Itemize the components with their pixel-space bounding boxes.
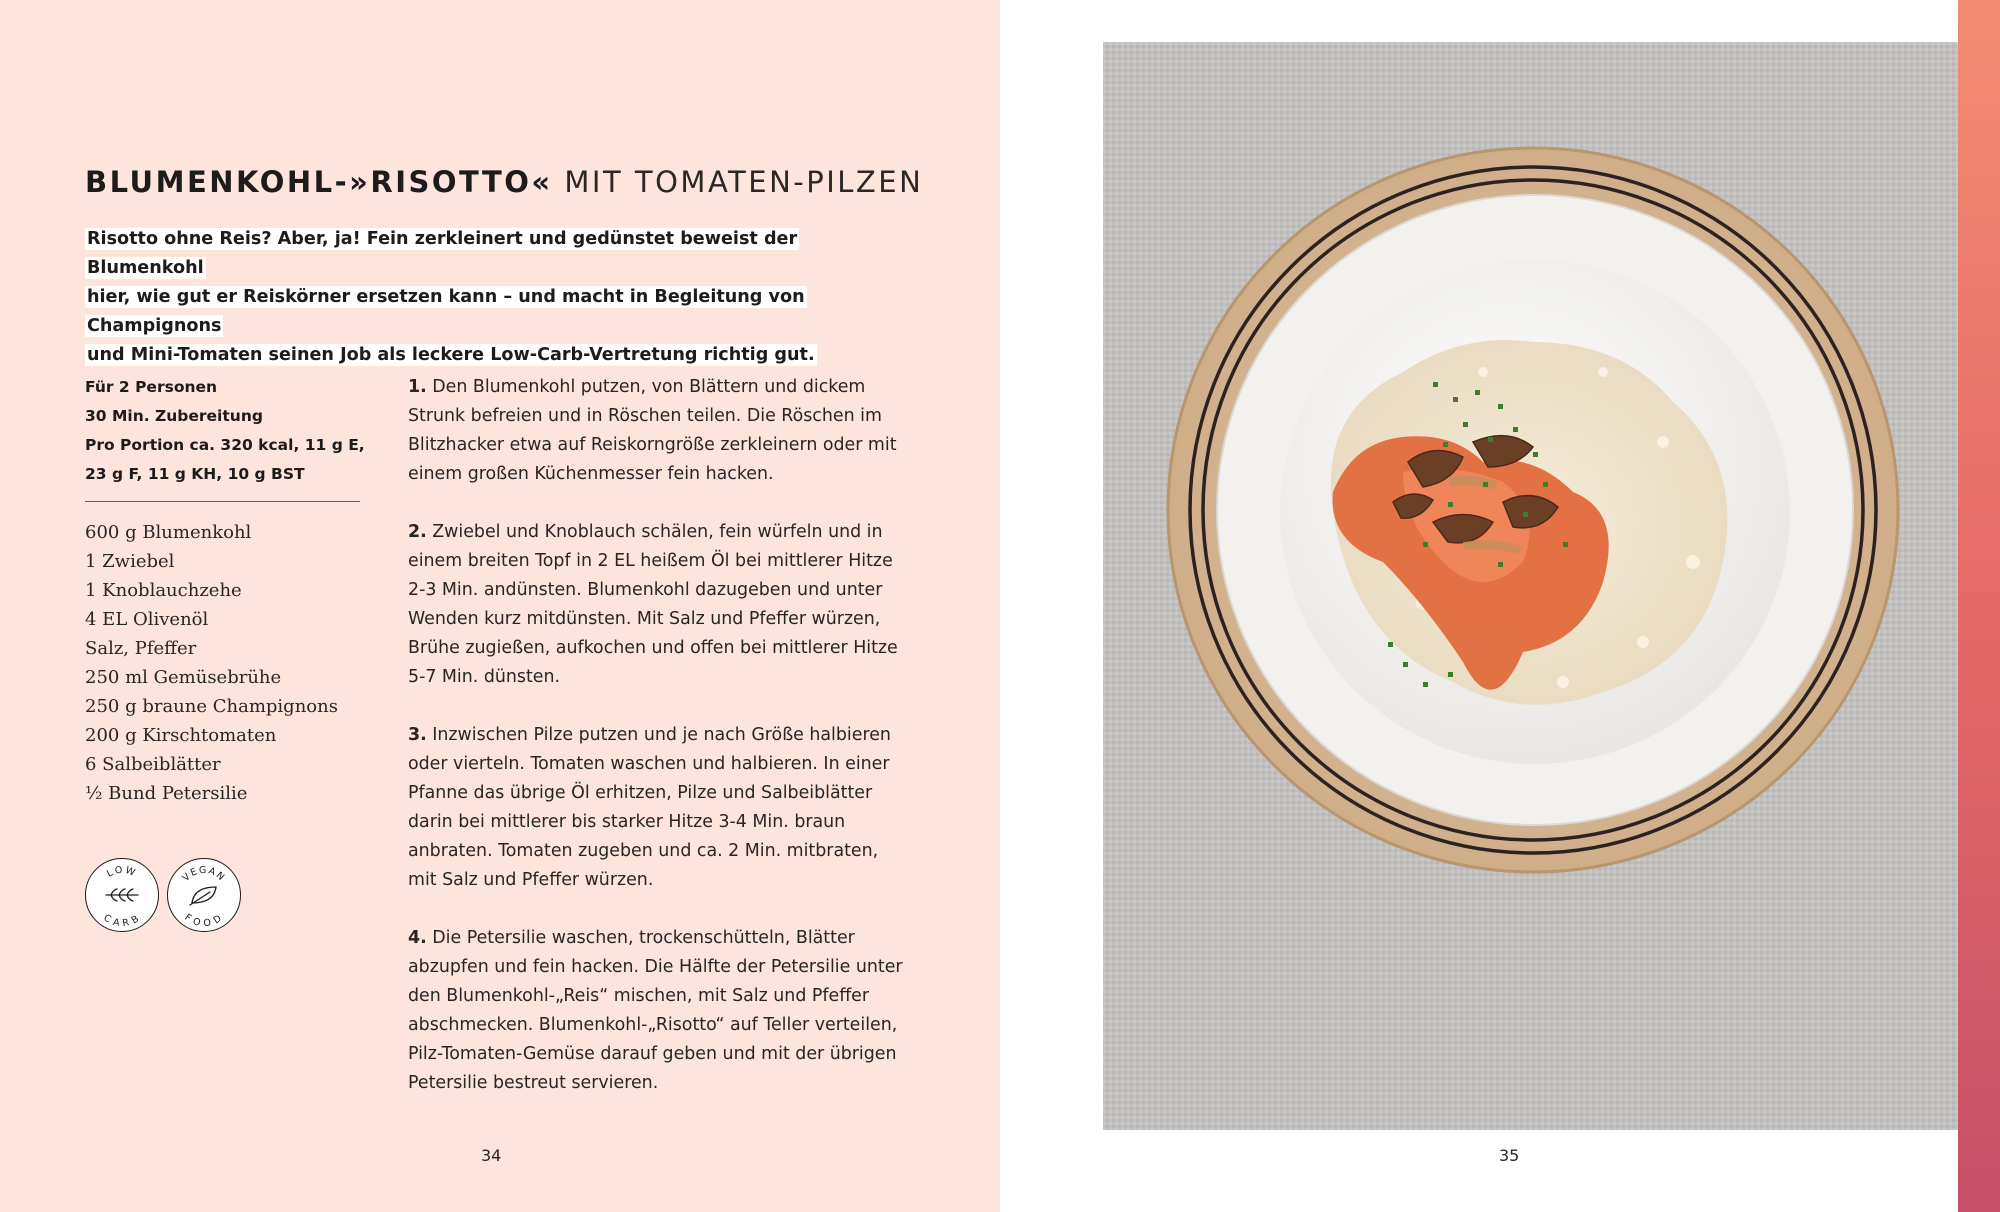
ingredient-item: 6 Salbeiblätter [85,754,221,775]
svg-text:FOOD [182,912,225,929]
svg-text:VEGAN [181,865,228,884]
vegan-icon [168,859,240,931]
page-edge-strip [1958,0,2000,1212]
ingredient-item: Salz, Pfeffer [85,638,197,659]
svg-text:CARB [101,913,143,930]
servings: Für 2 Personen [85,378,218,396]
step-4 [408,924,908,1098]
nutrition-line: Pro Portion ca. 320 kcal, 11 g E, [85,436,365,454]
ingredient-item: 600 g Blumenkohl [85,522,252,543]
vegan-badge [167,858,241,932]
ingredient-item: ½ Bund Petersilie [85,783,248,804]
dish-illustration [1103,42,1958,1130]
intro-line: Risotto ohne Reis? Aber, ja! Fein zerkleinert und gedünstet beweist der Blumenkohl [87,229,798,278]
prep-time: 30 Min. Zubereitung [85,407,263,425]
page-number-left: 34 [481,1146,502,1165]
step-1 [408,373,908,489]
ingredient-item: 250 g braune Champignons [85,696,338,717]
step-number: 3. [408,725,427,745]
intro-line: hier, wie gut er Reiskörner ersetzen kann – und macht in Begleitung von Champignons [87,287,805,336]
intro-line: und Mini-Tomaten seinen Job als leckere Low-Carb-Vertretung richtig gut. [87,345,815,365]
step-text: Zwiebel und Knoblauch schälen, fein würfeln und in einem breiten Topf in 2 EL heißem Öl bei mittlerer Hitze 2-3 Min. andünsten. Blumenkohl dazugeben und unter Wenden kurz mitdünsten. Mit Salz und Pfeffer würzen, Brühe zugießen, aufkochen und offen bei mittlerer Hitze 5-7 Min. dünsten. [408,522,898,687]
ingredient-item: 1 Knoblauchzehe [85,580,242,601]
dish-photo [1103,42,1958,1130]
leaf-icon [190,887,216,905]
ingredient-item: 1 Zwiebel [85,551,175,572]
low-carb-icon [86,859,158,931]
ingredient-list [85,518,385,808]
recipe-intro [85,225,865,370]
recipe-meta [85,373,365,489]
ingredient-item: 200 g Kirschtomaten [85,725,277,746]
vegan-top-text: VEGAN [180,864,228,884]
step-text: Die Petersilie waschen, trockenschütteln, Blätter abzupfen und fein hacken. Die Hälfte der Petersilie unter den Blumenkohl-„Reis“ mischen, mit Salz und Pfeffer abschmecken. Blumenkohl-„Risotto“ auf Teller verteilen, Pilz-Tomaten-Gemüse darauf geben und mit der übrigen Petersilie bestreut servieren. [408,928,903,1093]
step-number: 1. [408,377,427,397]
preparation-steps [408,373,908,1127]
step-number: 2. [408,522,427,542]
low-carb-badge [85,858,159,932]
step-number: 4. [408,928,427,948]
step-2 [408,518,908,692]
step-text: Inzwischen Pilze putzen und je nach Größe halbieren oder vierteln. Tomaten waschen und halbieren. In einer Pfanne das übrige Öl erhitzen, Pilze und Salbeiblätter darin bei mittlerer bis starker Hitze 3-4 Min. braun anbraten. Tomaten zugeben und ca. 2 Min. mitbraten, mit Salz und Pfeffer würzen. [408,725,891,890]
vegan-bottom-text: FOOD [182,912,226,930]
low-carb-top-text: LOW [105,864,139,880]
step-3 [408,721,908,895]
low-carb-bottom-text: CARB [101,912,143,930]
wheat-icon [106,889,138,901]
ingredient-item: 250 ml Gemüsebrühe [85,667,282,688]
recipe-title [85,165,923,199]
page-number-right: 35 [1499,1146,1520,1165]
nutrition-line: 23 g F, 11 g KH, 10 g BST [85,465,305,483]
svg-text:LOW [105,865,138,880]
step-text: Den Blumenkohl putzen, von Blättern und dickem Strunk befreien und in Röschen teilen. Die Röschen im Blitzhacker etwa auf Reiskorngröße zerkleinern oder mit einem großen Küchenmesser fein hacken. [408,377,897,484]
meta-divider [85,501,360,502]
recipe-title-rest: MIT TOMATEN-PILZEN [552,165,924,199]
recipe-title-bold: BLUMENKOHL-»RISOTTO« [85,165,553,199]
ingredient-item: 4 EL Olivenöl [85,609,209,630]
